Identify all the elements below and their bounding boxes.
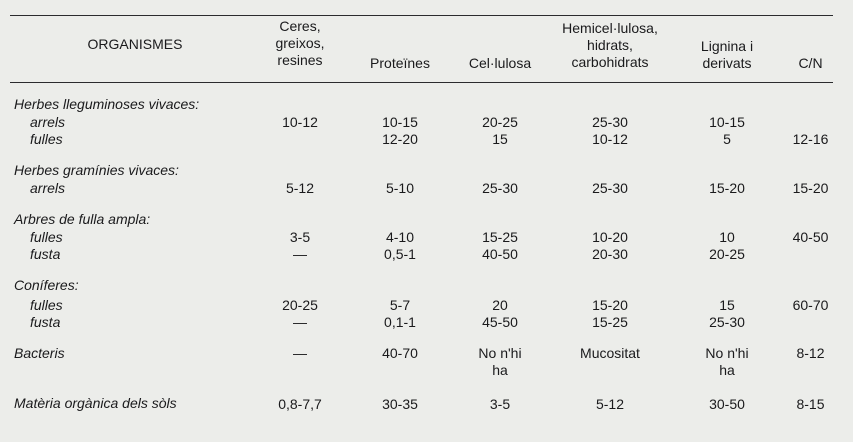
row-label: fulles — [30, 131, 63, 147]
cell-hemicellulosa: 25-30 — [592, 114, 628, 130]
cell-proteines: 10-15 — [382, 114, 418, 130]
cell-cellulosa: 15-25 — [482, 229, 518, 245]
cell-ceres: 10-12 — [282, 114, 318, 130]
cell-lignina: No n'hi ha — [705, 345, 749, 378]
row-label: arrels — [30, 180, 66, 196]
group-coniferes: Coníferes: — [14, 277, 79, 293]
header-organismes: ORGANISMES — [87, 36, 183, 52]
cell-lignina: 15 — [719, 297, 735, 313]
table-header-rule — [10, 82, 833, 83]
cell-ceres: — — [293, 314, 307, 330]
cell-cellulosa: 20 — [492, 297, 508, 313]
cell-cellulosa: 20-25 — [482, 114, 518, 130]
cell-lignina: 10-15 — [709, 114, 745, 130]
cell-lignina: 15-20 — [709, 180, 745, 196]
cell-cn: 8-15 — [796, 396, 825, 412]
cell-lignina: 20-25 — [709, 246, 745, 262]
cell-lignina: 30-50 — [709, 396, 745, 412]
cell-cellulosa: 25-30 — [482, 180, 518, 196]
header-proteines: Proteïnes — [370, 55, 430, 71]
cell-hemicellulosa: 10-12 — [592, 131, 628, 147]
cell-hemicellulosa: 5-12 — [595, 396, 625, 412]
row-label: fusta — [30, 246, 61, 262]
cell-cn: 40-50 — [792, 229, 829, 245]
header-lignina: Lignina i derivats — [700, 38, 754, 71]
cell-hemicellulosa: Mucositat — [580, 345, 640, 361]
cell-proteines: 12-20 — [382, 131, 418, 147]
cell-ceres: — — [293, 345, 307, 361]
cell-cn: 60-70 — [792, 297, 829, 313]
cell-ceres: 5-12 — [285, 180, 315, 196]
cell-proteines: 40-70 — [382, 345, 418, 361]
header-cn: C/N — [798, 55, 823, 71]
group-materia-organica: Matèria orgànica dels sòls — [14, 395, 177, 411]
cell-hemicellulosa: 10-20 — [592, 229, 628, 245]
cell-proteines: 4-10 — [385, 229, 415, 245]
cell-cn: 15-20 — [792, 180, 829, 196]
cell-hemicellulosa: 25-30 — [592, 180, 628, 196]
group-bacteris: Bacteris — [14, 345, 65, 361]
cell-proteines: 0,5-1 — [384, 246, 416, 262]
cell-ceres: 3-5 — [289, 229, 311, 245]
group-arbres-fulla-ampla: Arbres de fulla ampla: — [14, 211, 151, 227]
table-top-rule — [10, 15, 833, 16]
row-label: fulles — [30, 229, 63, 245]
cell-hemicellulosa: 20-30 — [592, 246, 628, 262]
header-cellulosa: Cel·lulosa — [468, 55, 532, 71]
cell-proteines: 5-7 — [389, 297, 411, 313]
header-hemicellulosa: Hemicel·lulosa, hidrats, carbohidrats — [562, 20, 658, 70]
cell-cellulosa: 45-50 — [482, 314, 518, 330]
cell-cellulosa: 40-50 — [482, 246, 518, 262]
group-herbes-lleguminoses: Herbes lleguminoses vivaces: — [14, 96, 200, 112]
cell-proteines: 0,1-1 — [384, 314, 416, 330]
row-label: fusta — [30, 314, 61, 330]
cell-lignina: 5 — [723, 131, 731, 147]
cell-cn: 8-12 — [796, 345, 825, 361]
cell-ceres: 0,8-7,7 — [278, 396, 322, 412]
cell-ceres: — — [293, 246, 307, 262]
cell-ceres: 20-25 — [282, 297, 318, 313]
cell-cellulosa: 15 — [492, 131, 508, 147]
cell-proteines: 5-10 — [385, 180, 415, 196]
cell-hemicellulosa: 15-25 — [592, 314, 628, 330]
cell-cellulosa: No n'hi ha — [478, 345, 522, 378]
cell-cn: 12-16 — [792, 131, 829, 147]
cell-proteines: 30-35 — [382, 396, 418, 412]
cell-lignina: 25-30 — [709, 314, 745, 330]
cell-cellulosa: 3-5 — [489, 396, 511, 412]
cell-lignina: 10 — [719, 229, 735, 245]
row-label: fulles — [30, 297, 63, 313]
row-label: arrels — [30, 114, 66, 130]
header-ceres: Ceres, greixos, resines — [275, 18, 325, 68]
group-herbes-graminies: Herbes gramínies vivaces: — [14, 162, 179, 178]
cell-hemicellulosa: 15-20 — [592, 297, 628, 313]
